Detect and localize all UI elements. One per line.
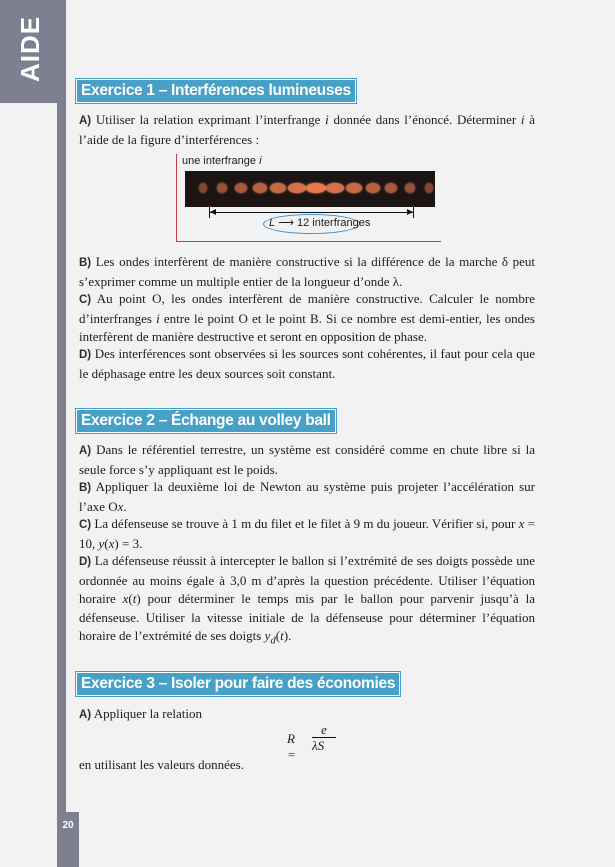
ex2-d-label: D)	[79, 556, 92, 568]
arrow-right-icon	[407, 209, 413, 215]
fringe-dot	[235, 183, 247, 193]
fringe-dot	[326, 183, 344, 193]
formula-denominator: λS	[312, 738, 325, 753]
ex2-a-label: A)	[79, 445, 92, 457]
ex1-b-label: B)	[79, 257, 92, 269]
ex2-d-sub: d	[270, 634, 276, 647]
ex2-c-expr1: x	[518, 516, 525, 531]
ex1-a-label: A)	[79, 115, 92, 127]
ex2-c-text4: ) = 3.	[114, 535, 143, 551]
ex1-c-label: C)	[79, 294, 92, 306]
ex3-after-paragraph	[79, 756, 535, 775]
ex2-d-var1: x	[122, 591, 129, 606]
fringe-dot	[217, 183, 227, 193]
aide-side-tab	[0, 0, 66, 103]
side-strip	[57, 103, 66, 830]
interfrange-label	[182, 155, 262, 167]
dimension-label	[269, 216, 370, 229]
fringe-dot	[199, 183, 207, 193]
ex1-b-text: Les ondes interfèrent de manière constructive si la différence de la marche δ peut s’exprimer comme un multiple entier de la longueur d’onde λ.	[79, 254, 535, 289]
ex2-d-var2: t	[132, 591, 137, 606]
ex2-d-text2: (	[128, 591, 133, 606]
ex1-a-text3: à l’aide de la figure d’interférences :	[79, 112, 536, 147]
ex1-a-var: i	[325, 112, 329, 127]
fringe-dot	[288, 183, 306, 193]
dimension-line	[209, 212, 414, 213]
ex2-a-text: Dans le référentiel terrestre, un système est considéré comme en chute libre si la seule force s’y appliquant est le poids.	[79, 442, 536, 477]
ex2-b-text1: Appliquer la deuxième loi de Newton au système puis projeter l’accélération sur l’axe O	[79, 479, 535, 514]
dimension-text: ⟶ 12 interfranges	[275, 217, 371, 229]
ex3-after-text: en utilisant les valeurs données.	[79, 757, 244, 772]
ex1-a-text1: Utiliser la relation exprimant l’interfrange	[95, 112, 326, 127]
ex2-c-paragraph	[79, 515, 535, 553]
ex1-a-text2: donnée dans l’énoncé. Déterminer	[328, 112, 521, 127]
fringe-dot	[253, 183, 267, 193]
ex1-d-label: D)	[79, 349, 92, 361]
ex2-c-label: C)	[79, 519, 92, 531]
ex3-a-label: A)	[79, 709, 92, 721]
ex2-b-text2: .	[123, 498, 127, 514]
ex3-a-text: Appliquer la relation	[93, 706, 202, 721]
ex1-c-text1: Au point O, les ondes interfèrent de manière constructive. Calculer le nombre d’interfranges	[79, 291, 535, 326]
ex1-title: Exercice 1 – Interférences lumineuses	[76, 79, 356, 103]
fringe-dot	[306, 183, 326, 193]
ex2-c-text2: = 10,	[79, 516, 535, 551]
ex2-c-text1: La défenseuse se trouve à 1 m du filet et le filet à 9 m du joueur. Vérifier si, pour	[94, 516, 519, 531]
ex2-d-var3: y	[264, 628, 271, 643]
ex2-b-paragraph	[79, 478, 535, 516]
formula-numerator: e	[321, 722, 327, 737]
formula-lhs: R =	[287, 731, 296, 762]
ex3-title: Exercice 3 – Isoler pour faire des économies	[76, 672, 400, 696]
ex2-d-var4: t	[280, 628, 284, 643]
page-number-box	[57, 812, 79, 867]
page-number: 20	[62, 820, 74, 831]
arrow-left-icon	[210, 209, 216, 215]
ex2-d-text5: ).	[283, 628, 292, 643]
fringe-dot	[425, 183, 433, 193]
ex2-d-paragraph	[79, 552, 535, 650]
ex2-d-text4: (	[275, 628, 281, 643]
fringe-dot	[385, 183, 397, 193]
dimension-tick-right	[413, 207, 414, 218]
fringe-dot	[346, 183, 362, 193]
ex2-d-text3: ) pour déterminer le temps mis par le ballon pour parvenir jusqu’à la défenseuse. Utiliser la vitesse initiale de la défenseuse pour déterminer l’équation horaire de l’extrémité de ses doigts	[79, 591, 535, 643]
dimension-var: L	[269, 217, 276, 229]
ex1-d-text: Des interférences sont observées si les sources sont cohérentes, il faut pour cela que le déphasage entre les deux sources soit constant.	[79, 346, 535, 381]
interference-figure	[176, 154, 446, 244]
fringe-pattern	[185, 171, 435, 207]
ex1-a-paragraph	[79, 111, 535, 149]
ex2-a-paragraph	[79, 441, 535, 479]
interfrange-label-var: i	[259, 155, 262, 167]
fringe-dot	[366, 183, 380, 193]
ex2-c-expr3: x	[108, 535, 115, 551]
ex3-a-paragraph	[79, 705, 535, 725]
aide-tab-label: AIDE	[15, 15, 45, 82]
figure-bottom-rule	[176, 241, 441, 242]
ex1-c-paragraph	[79, 290, 535, 347]
ex2-title: Exercice 2 – Échange au volley ball	[76, 409, 336, 433]
ex2-c-text3: (	[104, 535, 109, 551]
fringe-dot	[405, 183, 415, 193]
ex1-d-paragraph	[79, 345, 535, 383]
ex2-d-text1: La défenseuse réussit à intercepter le ballon si l’extrémité de ses doigts possède une ordonnée au moins égale à 3,0 m d’après la question précédente. Utiliser l’équation horaire	[79, 553, 536, 606]
ex1-a-var2: i	[520, 112, 525, 127]
ex1-c-text2: entre le point O et le point B. Si ce nombre est demi-entier, les ondes interfèrent de manière destructive et seront en opposition de phase.	[79, 310, 535, 344]
figure-left-rule	[176, 154, 177, 242]
ex2-b-var: x	[117, 498, 124, 514]
ex1-c-var: i	[156, 310, 160, 326]
fringe-dot	[270, 183, 286, 193]
ex1-b-paragraph	[79, 253, 535, 291]
ex2-b-label: B)	[79, 482, 92, 494]
interfrange-label-text: une interfrange	[182, 155, 260, 167]
ex2-c-expr2: y	[98, 535, 105, 551]
